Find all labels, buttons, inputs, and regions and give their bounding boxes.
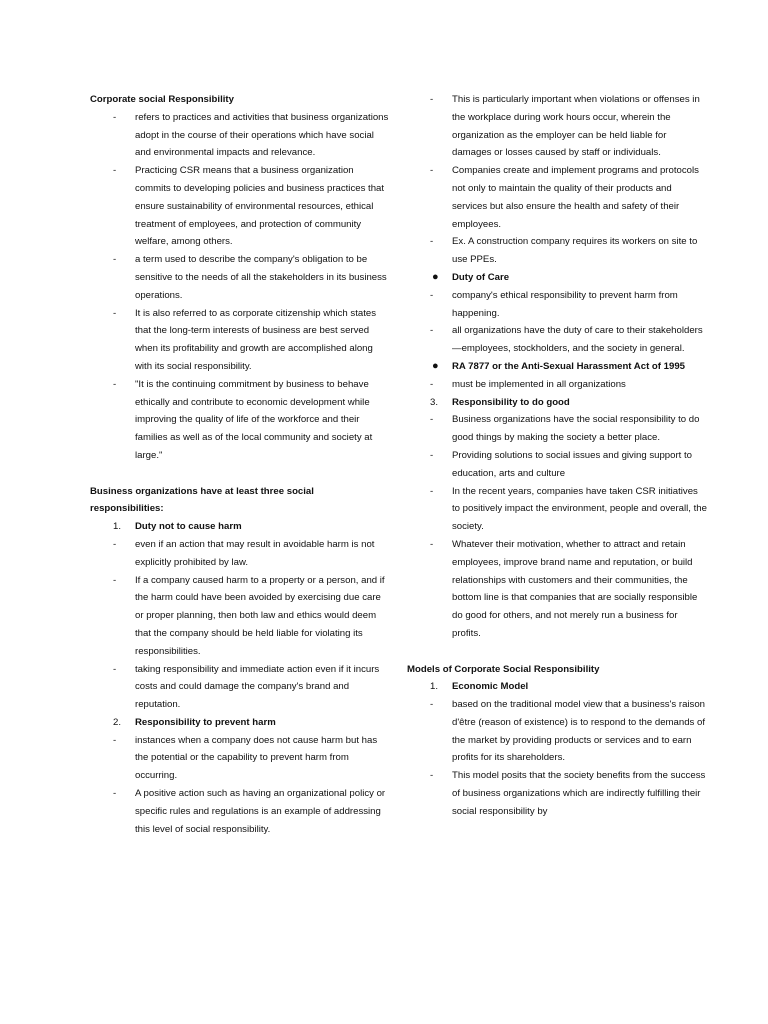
list-item-text: company's ethical responsibility to prevent harm from happening. [452, 289, 678, 319]
list-marker: - [430, 770, 434, 782]
list-item [90, 162, 390, 251]
list-item [90, 376, 390, 465]
list-subheading [407, 678, 707, 696]
bullet-list [407, 91, 707, 643]
list-marker: - [113, 307, 117, 319]
list-item [407, 696, 707, 767]
list-item [407, 376, 707, 394]
list-marker: ● [432, 359, 439, 372]
list-item-text: In the recent years, companies have taken CSR initiatives to positively impact the environment, people and overall, the society. [452, 485, 707, 533]
list-marker: - [113, 111, 117, 123]
list-item [407, 287, 707, 323]
list-item [90, 109, 390, 162]
list-item-text: RA 7877 or the Anti-Sexual Harassment Act of 1995 [452, 360, 685, 372]
list-marker: - [430, 538, 434, 550]
list-item [90, 785, 390, 838]
bullet-list [90, 109, 390, 465]
list-item-text: Ex. A construction company requires its workers on site to use PPEs. [452, 236, 698, 266]
list-item-text: It is also referred to as corporate citizenship which states that the long-term interests of business are best served when its profitability and growth are accomplished along with its social responsibility. [135, 307, 377, 372]
list-item-text: "It is the continuing commitment by business to behave ethically and contribute to economic development while improving the quality of life of the workforce and their families as well as of the local community and society at large." [135, 378, 373, 461]
list-item [407, 91, 707, 162]
left-column [90, 91, 390, 838]
list-item-text: Duty of Care [452, 271, 510, 283]
list-item-text: even if an action that may result in avoidable harm is not explicitly prohibited by law. [135, 538, 375, 568]
list-item-text: Providing solutions to social issues and giving support to education, arts and culture [452, 449, 692, 479]
list-item-text: Whatever their motivation, whether to attract and retain employees, improve brand name and reputation, or build relationships with customers and their communities, the bottom line is that companies that are socially responsible do good for others, and not merely run a business for profits. [452, 538, 698, 639]
list-marker: 2. [113, 716, 122, 728]
list-item-text: instances when a company does not cause harm but has the potential or the capability to prevent harm from occurring. [135, 734, 378, 782]
list-marker: ● [432, 270, 439, 283]
list-marker: - [113, 663, 117, 675]
list-item [407, 411, 707, 447]
list-item-text: Business organizations have the social responsibility to do good things by making the society a better place. [452, 414, 700, 444]
list-item-text: This model posits that the society benefits from the success of business organizations which are indirectly fulfilling their social responsibility by [452, 770, 706, 817]
list-item [407, 536, 707, 643]
list-item-text: must be implemented in all organizations [452, 378, 626, 390]
list-item [90, 536, 390, 572]
list-item [90, 572, 390, 661]
list-marker: - [430, 378, 434, 390]
list-marker: - [113, 574, 117, 586]
list-item-text: This is particularly important when violations or offenses in the workplace during work hours occur, wherein the organization as the employer can be held liable for damages or losses caused by staff or individuals. [452, 94, 700, 159]
right-column [407, 91, 707, 821]
list-item-text: all organizations have the duty of care to their stakeholders—employees, stockholders, and the society in general. [452, 325, 703, 355]
list-marker: - [113, 165, 117, 177]
list-item-text: Practicing CSR means that a business organization commits to developing policies and business practices that ensure sustainability of environmental resources, ethical treatment of employees, and protection of community welfare, among others. [135, 165, 385, 248]
list-item-text: Duty not to cause harm [135, 521, 242, 533]
list-marker: 1. [430, 681, 439, 693]
list-item [407, 322, 707, 358]
list-marker: - [430, 325, 434, 337]
list-marker: - [430, 485, 434, 497]
list-item [90, 661, 390, 714]
list-marker: 3. [430, 396, 439, 408]
section-heading-text: Corporate social Responsibility [90, 94, 234, 105]
spacer [407, 643, 707, 661]
list-item-text: Responsibility to do good [452, 396, 570, 408]
list-subheading [407, 394, 707, 412]
list-item [90, 732, 390, 785]
list-item [407, 162, 707, 233]
list-item-text: taking responsibility and immediate action even if it incurs costs and could damage the company's brand and reputation. [135, 663, 380, 711]
list-item [90, 251, 390, 304]
list-item [407, 447, 707, 483]
list-item-text: a term used to describe the company's obligation to be sensitive to the needs of all the stakeholders in its business operations. [135, 254, 387, 301]
list-item [90, 305, 390, 376]
list-marker: - [430, 414, 434, 426]
section-heading [407, 661, 707, 679]
list-marker: - [430, 165, 434, 177]
list-marker: - [113, 254, 117, 266]
list-subheading [90, 518, 390, 536]
list-item-text: If a company caused harm to a property or a person, and if the harm could have been avoided by exercising due care or proper planning, then both law and ethics would deem that the company should be held liable for violating its responsibilities. [135, 574, 385, 657]
list-marker: - [113, 788, 117, 800]
spacer [90, 465, 390, 483]
section-heading [90, 91, 390, 109]
list-marker: - [430, 289, 434, 301]
list-marker: - [430, 94, 434, 105]
list-subheading [90, 714, 390, 732]
list-subheading [407, 358, 707, 376]
list-marker: - [430, 236, 434, 248]
list-item [407, 767, 707, 820]
section-heading [90, 483, 390, 519]
list-marker: - [113, 538, 117, 550]
list-item-text: refers to practices and activities that business organizations adopt in the course of their operations which have social and environmental impacts and relevance. [135, 111, 389, 159]
list-marker: - [430, 449, 434, 461]
list-item-text: based on the traditional model view that a business's raison d'être (reason of existence) is to respond to the demands of the market by providing products or services and to earn profits for its shareholders. [452, 699, 706, 764]
list-marker: - [113, 734, 117, 746]
list-item-text: Economic Model [452, 681, 529, 693]
bullet-list [407, 678, 707, 820]
bullet-list [90, 518, 390, 838]
list-item-text: A positive action such as having an organizational policy or specific rules and regulations is an example of addressing this level of social responsibility. [135, 788, 386, 835]
list-subheading [407, 269, 707, 287]
list-marker: - [430, 699, 434, 711]
list-item [407, 483, 707, 536]
section-heading-text: Models of Corporate Social Responsibility [407, 663, 600, 675]
list-item-text: Responsibility to prevent harm [135, 716, 276, 728]
list-item-text: Companies create and implement programs and protocols not only to maintain the quality of their products and services but also ensure the health and safety of their employees. [452, 165, 699, 230]
section-heading-text: Business organizations have at least three social responsibilities: [90, 485, 314, 515]
list-item [407, 233, 707, 269]
list-marker: 1. [113, 521, 122, 533]
list-marker: - [113, 378, 117, 390]
